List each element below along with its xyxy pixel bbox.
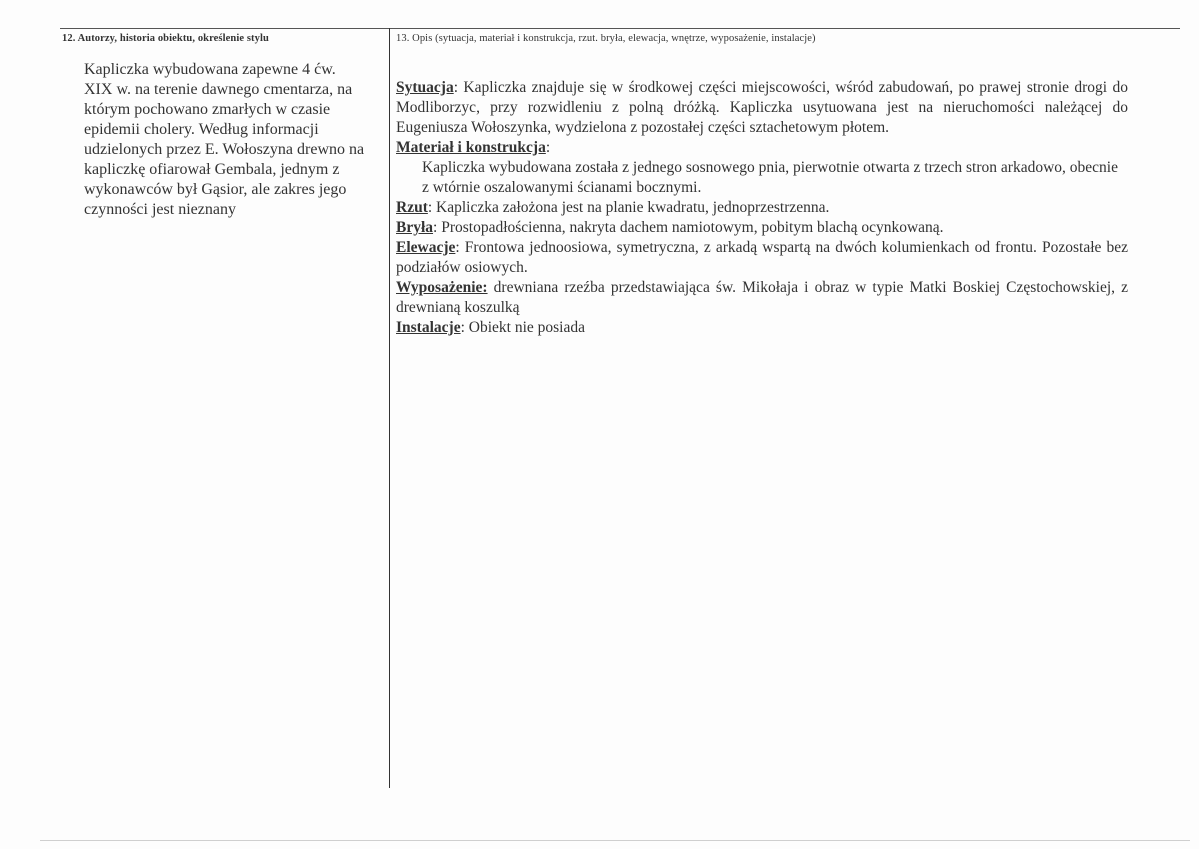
history-line: kapliczkę ofiarował Gembala, jednym z bbox=[84, 161, 340, 178]
history-line: XIX w. na terenie dawnego cmentarza, na bbox=[84, 81, 353, 98]
installations-label: Instalacje bbox=[396, 319, 461, 336]
elevations-text: : Frontowa jednoosiowa, symetryczna, z arkadą wspartą na dwóch kolumienkach od frontu. Pozostałe bez podziałów osiowych. bbox=[396, 239, 1128, 276]
material-suffix: : bbox=[545, 139, 551, 156]
section-12-body bbox=[84, 60, 374, 220]
installations-text: : Obiekt nie posiada bbox=[460, 319, 585, 336]
material-heading bbox=[396, 138, 1128, 158]
history-line: udzielonych przez E. Wołoszyna drewno na bbox=[84, 141, 365, 158]
furnishings-paragraph bbox=[396, 278, 1128, 318]
elevations-paragraph bbox=[396, 238, 1128, 278]
massing-label: Bryła bbox=[396, 219, 434, 236]
installations-paragraph bbox=[396, 318, 1128, 338]
plan-paragraph bbox=[396, 198, 1128, 218]
history-line: wykonawców był Gąsior, ale zakres jego bbox=[84, 181, 347, 198]
material-paragraph: Kapliczka wybudowana została z jednego sosnowego pnia, pierwotnie otwarta z trzech stron arkadowo, obecnie z wtórnie oszalowanymi ścianami bocznymi. bbox=[422, 159, 1118, 196]
column-divider bbox=[389, 28, 390, 788]
situation-paragraph bbox=[396, 78, 1128, 138]
bottom-rule bbox=[40, 840, 1190, 841]
history-line: Kapliczka wybudowana zapewne 4 ćw. bbox=[84, 61, 336, 78]
furnishings-label: Wyposażenie: bbox=[396, 279, 488, 296]
section-12-header: 12. Autorzy, historia obiektu, określenie stylu bbox=[62, 33, 269, 44]
top-rule bbox=[60, 28, 1180, 29]
plan-label: Rzut bbox=[396, 199, 428, 216]
elevations-label: Elewacje bbox=[396, 239, 456, 256]
section-13-body bbox=[396, 78, 1128, 338]
history-line: epidemii cholery. Według informacji bbox=[84, 121, 319, 138]
history-line: czynności jest nieznany bbox=[84, 201, 236, 218]
material-label: Materiał i konstrukcja bbox=[396, 139, 546, 156]
situation-label: Sytuacja bbox=[396, 79, 454, 96]
situation-text: : Kapliczka znajduje się w środkowej części miejscowości, wśród zabudowań, po prawej stronie drogi do Modliborzyc, przy rozwidleniu z polną dróżką. Kapliczka usytuowana jest na nieruchomości należącej do Eugeniusza Wołoszynka, wydzielona z pozostałej części sztachetowym płotem. bbox=[396, 79, 1128, 136]
history-line: którym pochowano zmarłych w czasie bbox=[84, 101, 331, 118]
section-13-header: 13. Opis (sytuacja, materiał i konstrukcja, rzut. bryła, elewacja, wnętrze, wyposażenie, instalacje) bbox=[396, 33, 816, 44]
plan-text: : Kapliczka założona jest na planie kwadratu, jednoprzestrzenna. bbox=[427, 199, 830, 216]
furnishings-text: drewniana rzeźba przedstawiająca św. Mikołaja i obraz w typie Matki Boskiej Częstochowskiej, z drewnianą koszulką bbox=[396, 279, 1128, 316]
massing-text: : Prostopadłościenna, nakryta dachem namiotowym, pobitym blachą ocynkowaną. bbox=[433, 219, 944, 236]
massing-paragraph bbox=[396, 218, 1128, 238]
